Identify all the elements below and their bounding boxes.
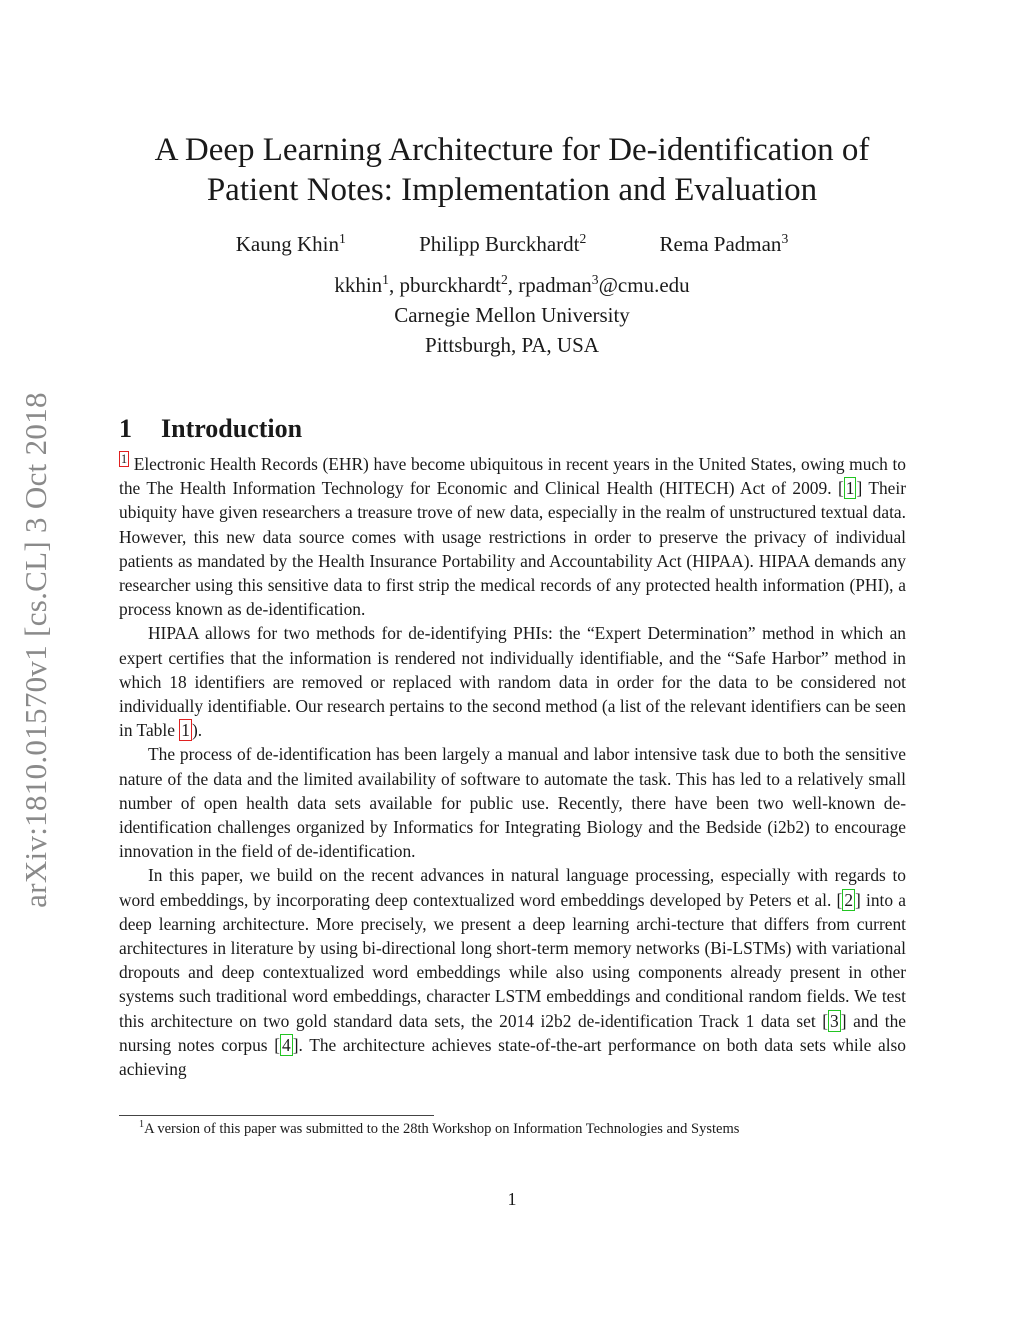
- footnote-divider: [119, 1115, 434, 1116]
- footnote-text: A version of this paper was submitted to the 28th Workshop on Information Technologies and Systems: [144, 1121, 740, 1137]
- citation-link-1[interactable]: 1: [845, 478, 855, 499]
- section-title: Introduction: [161, 414, 303, 443]
- affiliation-block: [100, 270, 924, 360]
- citation-link-3[interactable]: 3: [830, 1010, 839, 1031]
- page-number: 1: [507, 1189, 517, 1209]
- paragraph-1: $^1$ Electronic Health Records (EHR) have become ubiquitous in recent years in the United States, owing much to the The Health Information Technology for Economic and Clinical Health (HITECH) Act of 2009. [ 1 ] Their ubiquity have given researchers a treasure trove of new data, especially in the realm of unstructured textual data. However, this new data source comes with usage restrictions in order to preserve the privacy of individual patients as mandated by the Health Insurance Portability and Accountability Act (HIPAA). HIPAA demands any researcher using this sensitive data to first strip the medical records of any protected health information (PHI), a process known as de-identification.: [119, 452, 906, 620]
- institution: Carnegie Mellon University: [394, 303, 630, 327]
- title-line-1: A Deep Learning Architecture for De-identification of: [154, 132, 870, 168]
- section-heading: [119, 414, 302, 444]
- body-text: [119, 452, 906, 1081]
- footnote: [139, 1121, 739, 1138]
- paragraph-4: In this paper, we build on the recent advances in natural language processing, especially with regards to word embeddings, by incorporating deep contextualized word embeddings developed by Peters et al. [ 2 ] into a deep learning architecture. More precisely, we present a deep learning archi-tecture that differs from current architectures in literature by using bi-directional long short-term memory networks (Bi-LSTMs) with variational dropouts and deep contextualized word embeddings while also using components already present in other systems such traditional word embeddings, character LSTM embeddings and conditional random fields. We test this architecture on two gold standard data sets, the 2014 i2b2 de-identification Track 1 data set [ 3 ] and the nursing notes corpus [ 4 ]. The architecture achieves state-of-the-art performance on both data sets while also achieving: [119, 865, 907, 1080]
- citation-link-4[interactable]: 4: [282, 1034, 291, 1055]
- arxiv-identifier: arXiv:1810.01570v1 [cs.CL] 3 Oct 2018: [18, 392, 53, 908]
- title-line-2: Patient Notes: Implementation and Evaluation: [206, 172, 818, 208]
- location: Pittsburgh, PA, USA: [425, 333, 599, 357]
- citation-link-2[interactable]: 2: [844, 889, 854, 910]
- paper-title: [100, 130, 924, 210]
- author-2: Philipp Burckhardt$^2$: [419, 231, 587, 256]
- footnote-mark: 1: [139, 1119, 145, 1131]
- table-reference-link[interactable]: 1: [181, 720, 190, 741]
- paragraph-2: HIPAA allows for two methods for de-identifying PHIs: the “Expert Determination” method in which an expert certifies that the information is rendered not individually identifiable, and the “Safe Harbor” method in which 18 identifiers are removed or replaced with random data in order for the data to be considered not individually identifiable. Our research pertains to the second method (a list of the relevant identifiers can be seen in Table 1 ).: [119, 623, 906, 741]
- footnote-link[interactable]: 1: [121, 452, 128, 467]
- section-number: 1: [119, 414, 132, 443]
- author-3: Rema Padman$^3$: [659, 231, 789, 256]
- author-list: [100, 232, 924, 257]
- author-emails: kkhin$^1$, pburckhardt$^2$, rpadman$^3$@cmu.edu: [334, 272, 690, 297]
- paragraph-3: The process of de-identification has been largely a manual and labor intensive task due to both the sensitive nature of the data and the limited availability of software to automate the task. This has led to a relatively small number of open health data sets available for public use. Recently, there have been two well-known de-identification challenges organized by Informatics for Integrating Biology and the Bedside (i2b2) to encourage innovation in the field of de-identification.: [119, 744, 906, 862]
- author-1: Kaung Khin$^1$: [235, 231, 346, 256]
